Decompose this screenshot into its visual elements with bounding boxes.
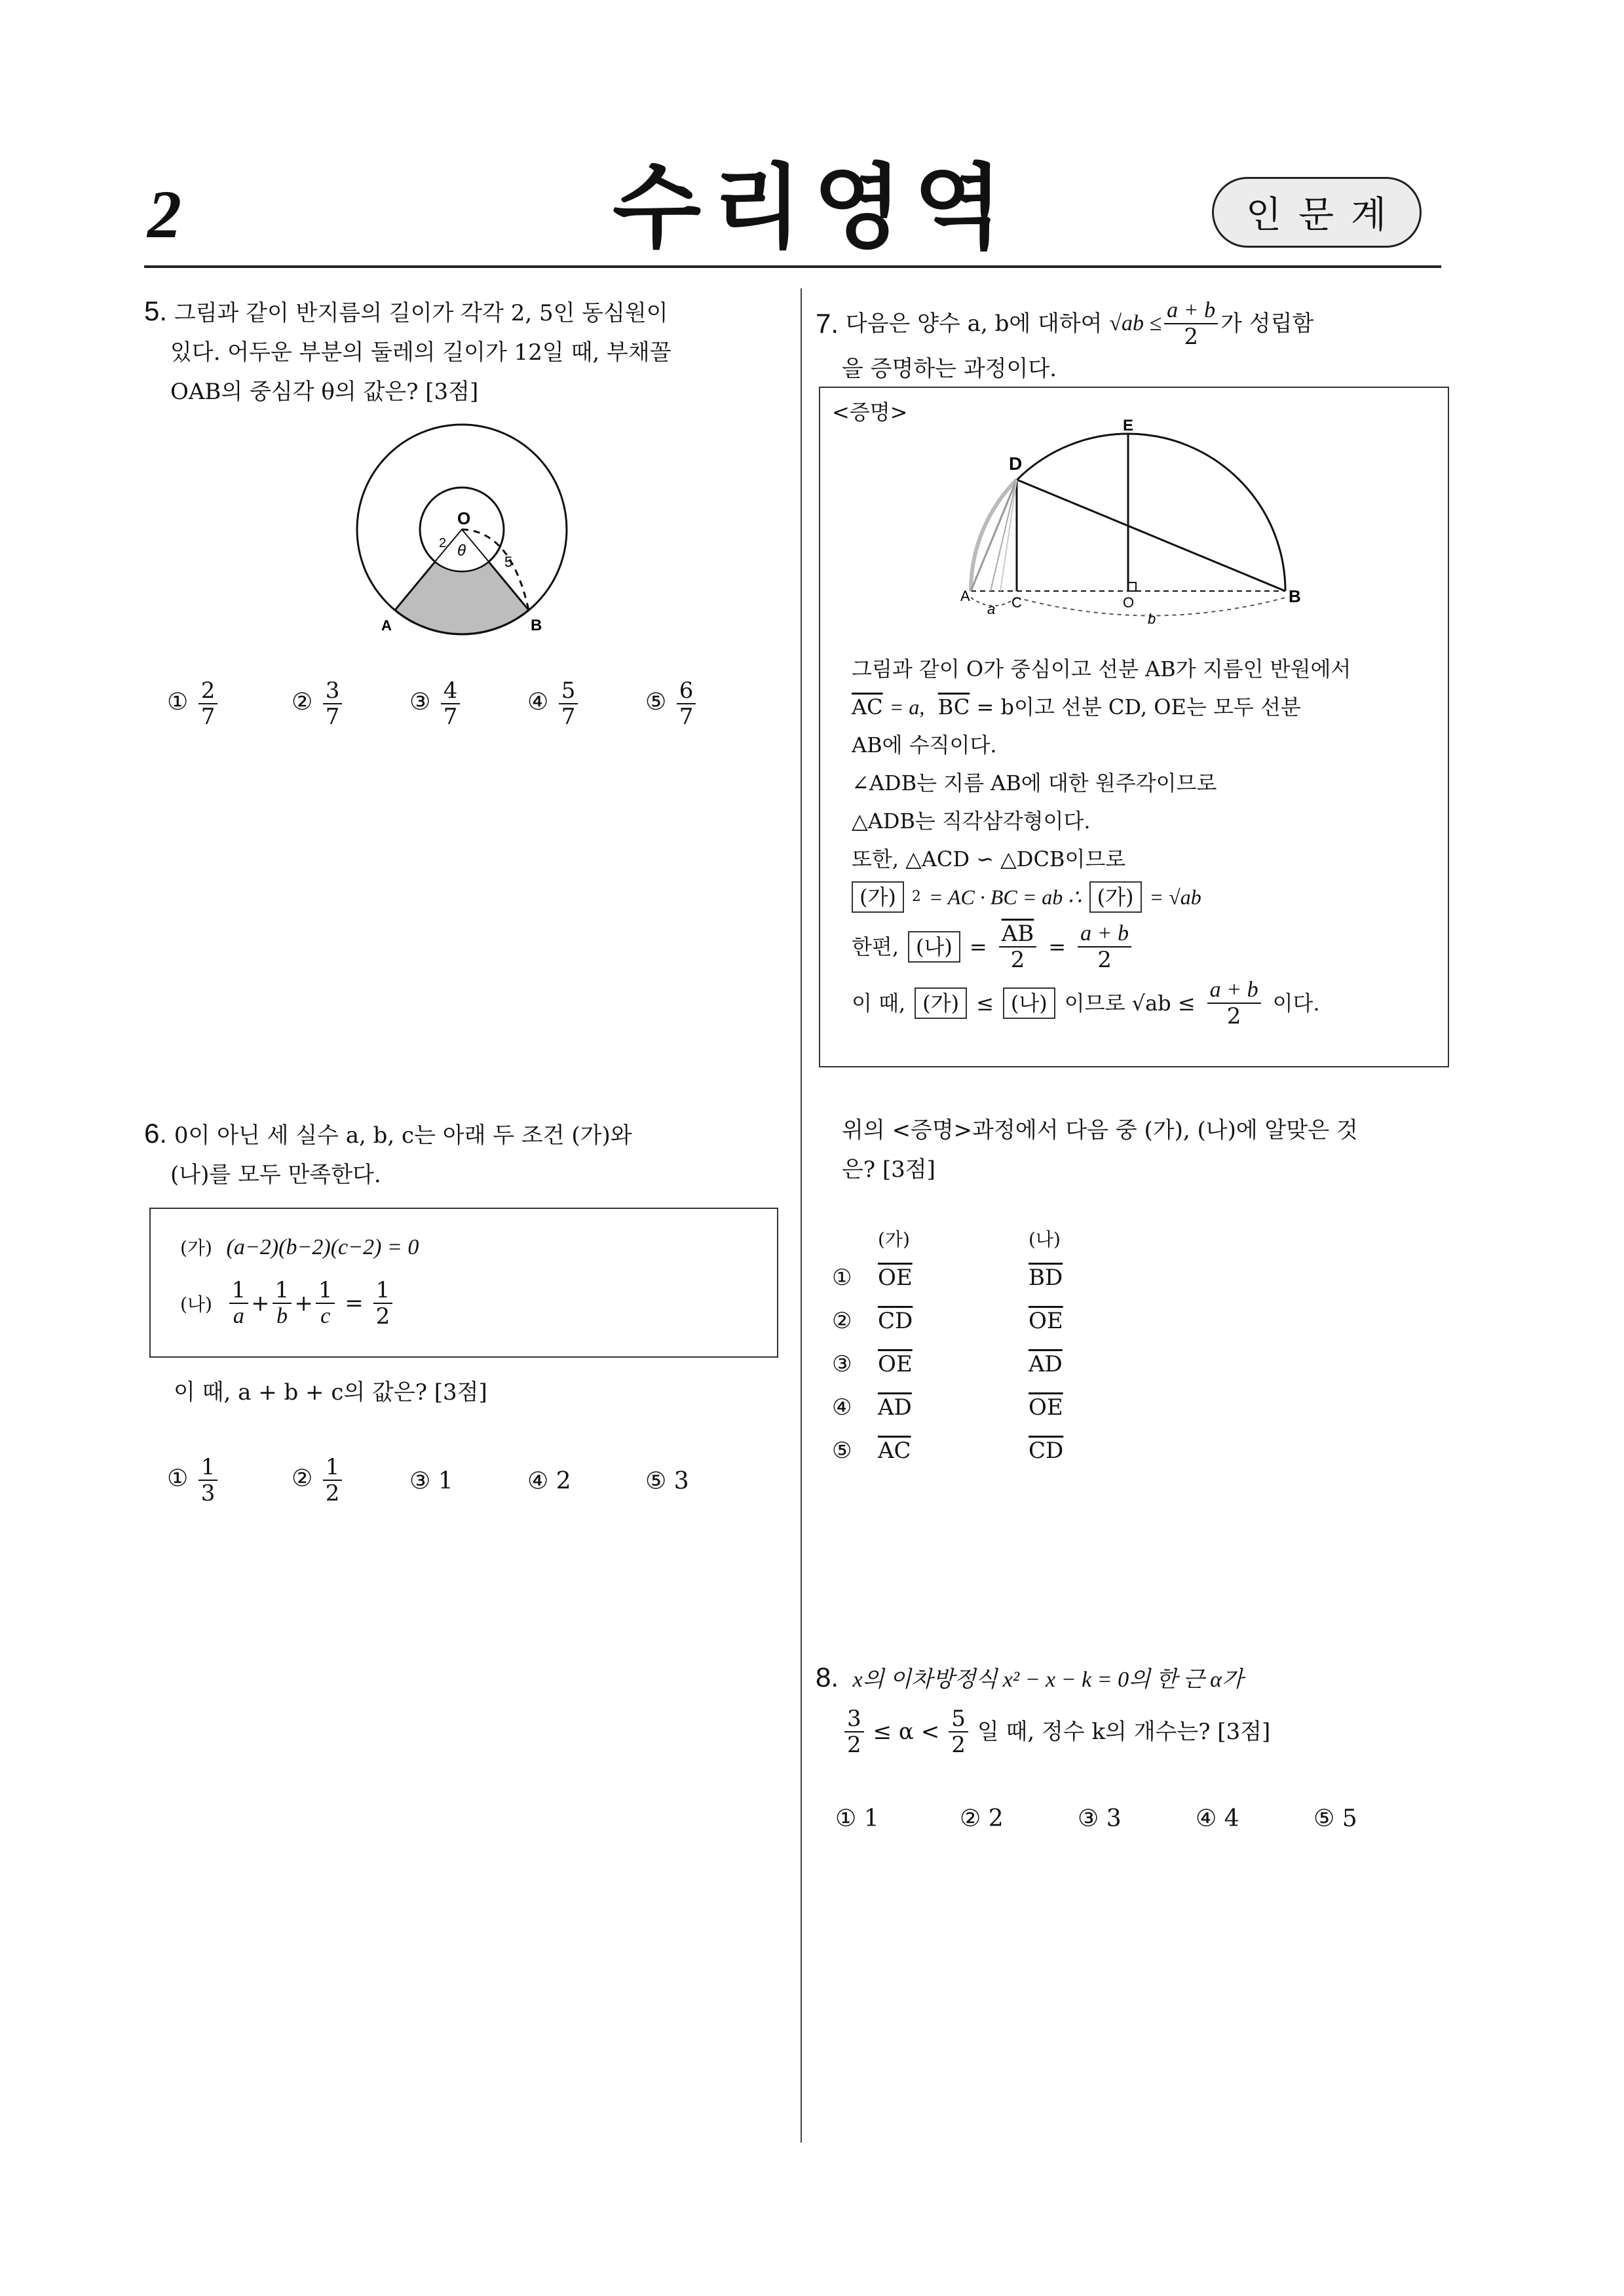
label-a: a <box>987 601 996 617</box>
proof-line-7: (가) 2 = AC · BC = ab ∴ (가) = √ab <box>852 878 1441 916</box>
q7-choices <box>832 1225 1160 1481</box>
q7-semicircle-figure <box>951 417 1305 627</box>
q6-choice-2[interactable]: ② $\frac{1}{2}$ <box>292 1455 345 1506</box>
q5-choice-2[interactable]: ② $\frac{3}{7}$ <box>292 678 345 729</box>
proof-line-5: △ADB는 직각삼각형이다. <box>852 809 1091 833</box>
q7-line1-post: 가 성립함 <box>1220 311 1314 337</box>
proof-line-2: $\overline{AC} = a$, $\overline{BC} = b$이고 선분 CD, OE는 모두 선분 <box>852 695 1301 719</box>
q7-number: 7. <box>816 308 839 339</box>
q7-choice-3[interactable]: ③ $\overline{OE}$ $\overline{AD}$ <box>832 1351 1063 1377</box>
q7-line1-pre: 다음은 양수 a, b에 대하여 <box>845 311 1103 337</box>
q8-line1: x의 이차방정식 x² − x − k = 0의 한 근 α가 <box>852 1668 1243 1692</box>
q5-concentric-circles-figure <box>341 419 590 642</box>
q6-choice-1[interactable]: ① $\frac{1}{3}$ <box>167 1455 220 1506</box>
q8-choice-2[interactable]: ② 2 <box>960 1805 1004 1832</box>
question-5 <box>144 292 786 411</box>
q8-choice-1[interactable]: ① 1 <box>835 1805 879 1832</box>
q7-after-line1: 위의 <증명>과정에서 다음 중 (가), (나)에 알맞은 것 <box>842 1117 1358 1143</box>
q7-choice-1[interactable]: ① $\overline{OE}$ $\overline{BD}$ <box>832 1265 1063 1291</box>
q5-number: 5. <box>144 296 168 326</box>
question-7: 7. 다음은 양수 a, b에 대하여 √ab ≤ $\frac{a + b}{2}$ 가 성립함 을 증명하는 과정이다. <box>816 298 1458 389</box>
q6-choice-5[interactable]: ⑤ 3 <box>645 1468 689 1495</box>
q7-choice-5[interactable]: ⑤ $\overline{AC}$ $\overline{CD}$ <box>832 1438 1064 1464</box>
proof-text <box>852 650 1441 1029</box>
q8-number: 8. <box>816 1662 839 1693</box>
q7-ineq: √ab ≤ <box>1109 311 1162 335</box>
q6-conditions-box <box>149 1208 778 1358</box>
proof-line-6: 또한, △ACD ∽ △DCB이므로 <box>852 847 1126 871</box>
q6-line1: 0이 아닌 세 실수 a, b, c는 아래 두 조건 (가)와 <box>174 1122 632 1149</box>
q5-choice-5[interactable]: ⑤ $\frac{6}{7}$ <box>645 678 698 729</box>
fig-label-r2: 5 <box>504 554 513 570</box>
col-na-header: (나) <box>1029 1229 1061 1250</box>
label-b: b <box>1148 611 1156 627</box>
q7-after-line2: 은? [3점] <box>842 1157 935 1183</box>
q7-choice-4[interactable]: ④ $\overline{AD}$ $\overline{OE}$ <box>832 1394 1063 1421</box>
q6-line2: (나)를 모두 만족한다. <box>170 1162 381 1188</box>
col-ga-header: (가) <box>878 1229 910 1250</box>
q5-line1: 그림과 같이 반지름의 길이가 각각 2, 5인 동심원이 <box>174 300 668 326</box>
label-E: E <box>1123 417 1134 434</box>
q7-choice-2[interactable]: ② $\overline{CD}$ $\overline{OE}$ <box>832 1308 1063 1334</box>
q6-question: 이 때, a + b + c의 값은? [3점] <box>174 1379 487 1406</box>
q5-choice-4[interactable]: ④ $\frac{5}{7}$ <box>527 678 580 729</box>
fig-label-O: O <box>457 508 471 528</box>
q5-choice-1[interactable]: ① $\frac{2}{7}$ <box>167 678 220 729</box>
column-divider <box>801 288 802 2143</box>
q5-line3: OAB의 중심각 θ의 값은? [3점] <box>170 379 479 405</box>
proof-title: <증명> <box>832 400 908 425</box>
proof-line-8: 한편, (나) = $\frac{\overline{AB}}{2}$ = $\frac{a + b}{2}$ <box>852 921 1441 972</box>
section-badge: 인문계 <box>1212 177 1422 248</box>
label-D: D <box>1009 453 1023 474</box>
page-number: 2 <box>147 177 181 252</box>
fig-label-r1: 2 <box>439 536 447 550</box>
q6-condition-1: (가) (a−2)(b−2)(c−2) = 0 <box>180 1235 419 1259</box>
question-6 <box>144 1114 786 1195</box>
header-divider <box>144 265 1441 268</box>
proof-line-9: 이 때, (가) ≤ (나) 이므로 √ab ≤ $\frac{a + b}{2}$ 이다. <box>852 978 1320 1029</box>
q7-proof-box <box>819 387 1449 1067</box>
fig-label-theta: θ <box>457 542 466 560</box>
q5-line2: 있다. 어두운 부분의 둘레의 길이가 12일 때, 부채꼴 <box>170 339 671 366</box>
q5-choice-3[interactable]: ③ $\frac{4}{7}$ <box>409 678 463 729</box>
question-8 <box>816 1658 1458 1757</box>
q8-choice-3[interactable]: ③ 3 <box>1078 1805 1122 1832</box>
q6-number: 6. <box>144 1118 168 1149</box>
fig-label-A: A <box>381 617 392 634</box>
right-angle-mark <box>1128 583 1136 591</box>
fig-label-B: B <box>531 617 542 634</box>
q7-after-text <box>842 1111 1445 1189</box>
proof-line-4: ∠ADB는 지름 AB에 대한 원주각이므로 <box>852 771 1217 795</box>
q6-condition-2: (나) $\frac{1}{a}$ + $\frac{1}{b}$ + $\frac{1}{c}$ = $\frac{1}{2}$ <box>180 1278 395 1329</box>
proof-line-3: AB에 수직이다. <box>852 733 997 757</box>
q6-choice-4[interactable]: ④ 2 <box>527 1468 571 1495</box>
proof-line-1: 그림과 같이 O가 중심이고 선분 AB가 지름인 반원에서 <box>852 657 1351 681</box>
q7-line2: 을 증명하는 과정이다. <box>842 356 1057 382</box>
segment-DB <box>1017 480 1285 591</box>
label-O: O <box>1123 594 1135 611</box>
q8-choice-5[interactable]: ⑤ 5 <box>1313 1805 1357 1832</box>
label-C: C <box>1011 594 1022 611</box>
q8-line2: $\frac{3}{2}$ ≤ α < $\frac{5}{2}$ 일 때, 정수 k의 개수는? [3점] <box>816 1706 1458 1757</box>
label-A: A <box>960 588 970 604</box>
label-B: B <box>1289 586 1301 606</box>
page-title: 수리영역 <box>613 155 1014 261</box>
q8-choice-4[interactable]: ④ 4 <box>1196 1805 1239 1832</box>
q6-choice-3[interactable]: ③ 1 <box>409 1468 453 1495</box>
